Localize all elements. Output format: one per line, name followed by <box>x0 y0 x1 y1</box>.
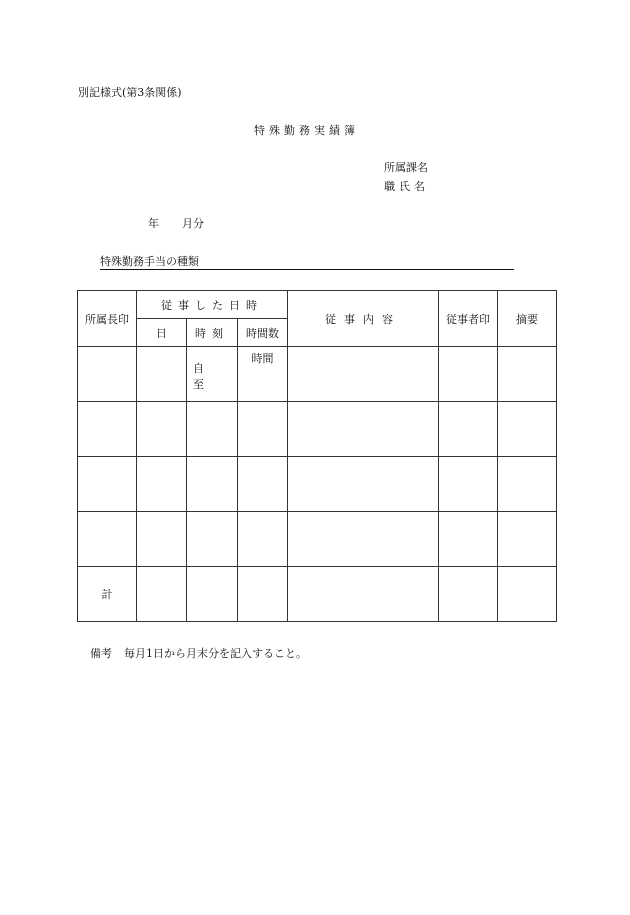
header-duty-datetime: 従事した日時 <box>137 291 288 319</box>
table-row <box>78 347 557 402</box>
time-cell[interactable] <box>187 402 238 457</box>
chief-seal-cell[interactable] <box>78 402 137 457</box>
chief-seal-cell[interactable] <box>78 457 137 512</box>
header-time: 時刻 <box>187 319 238 347</box>
remarks-cell[interactable] <box>498 567 557 622</box>
form-label: 別記様式(第3条関係) <box>78 86 182 99</box>
content-cell[interactable] <box>288 512 439 567</box>
hours-unit-label: 時間 <box>251 352 274 365</box>
year-month-line <box>148 218 204 229</box>
staff-name-label: 職氏名 <box>384 180 429 193</box>
total-row <box>78 567 557 622</box>
header-remarks: 摘要 <box>498 291 557 347</box>
month-label: 月分 <box>182 217 204 230</box>
note-tag: 備考 <box>90 647 112 660</box>
remarks-cell[interactable] <box>498 457 557 512</box>
allowance-type-field[interactable] <box>100 256 514 270</box>
remarks-cell[interactable] <box>498 347 557 402</box>
content-cell[interactable] <box>288 567 439 622</box>
header-hours: 時間数 <box>238 319 288 347</box>
remarks-cell[interactable] <box>498 402 557 457</box>
year-label: 年 <box>148 217 159 230</box>
header-day: 日 <box>137 319 187 347</box>
worker-seal-cell[interactable] <box>439 567 498 622</box>
day-cell[interactable] <box>137 402 187 457</box>
header-duty-content: 従事内容 <box>288 291 439 347</box>
worker-seal-cell[interactable] <box>439 347 498 402</box>
remarks-cell[interactable] <box>498 512 557 567</box>
hours-cell[interactable] <box>238 512 288 567</box>
record-table <box>77 290 557 622</box>
worker-seal-cell[interactable] <box>439 457 498 512</box>
content-cell[interactable] <box>288 347 439 402</box>
hours-cell[interactable] <box>238 457 288 512</box>
hours-cell[interactable] <box>238 347 288 402</box>
table-row <box>78 512 557 567</box>
time-cell[interactable] <box>187 567 238 622</box>
time-cell[interactable] <box>187 347 238 402</box>
document-title: 特殊勤務実績簿 <box>254 124 359 137</box>
day-cell[interactable] <box>137 457 187 512</box>
hours-cell[interactable] <box>238 402 288 457</box>
content-cell[interactable] <box>288 457 439 512</box>
time-cell[interactable] <box>187 512 238 567</box>
remarks-note <box>90 648 307 659</box>
from-label: 自 <box>193 362 204 375</box>
table-row <box>78 402 557 457</box>
hours-cell[interactable] <box>238 567 288 622</box>
header-chief-seal: 所属長印 <box>78 291 137 347</box>
worker-seal-cell[interactable] <box>439 512 498 567</box>
day-cell[interactable] <box>137 512 187 567</box>
time-cell[interactable] <box>187 457 238 512</box>
chief-seal-cell[interactable] <box>78 347 137 402</box>
day-cell[interactable] <box>137 347 187 402</box>
total-label: 計 <box>78 567 137 622</box>
header-worker-seal: 従事者印 <box>439 291 498 347</box>
day-cell[interactable] <box>137 567 187 622</box>
table-row <box>78 457 557 512</box>
to-label: 至 <box>193 378 204 391</box>
from-to-labels <box>193 361 204 393</box>
allowance-type-label: 特殊勤務手当の種類 <box>100 255 199 268</box>
worker-seal-cell[interactable] <box>439 402 498 457</box>
content-cell[interactable] <box>288 402 439 457</box>
note-text: 毎月1日から月末分を記入すること。 <box>124 647 307 660</box>
chief-seal-cell[interactable] <box>78 512 137 567</box>
dept-name-label: 所属課名 <box>384 161 428 174</box>
